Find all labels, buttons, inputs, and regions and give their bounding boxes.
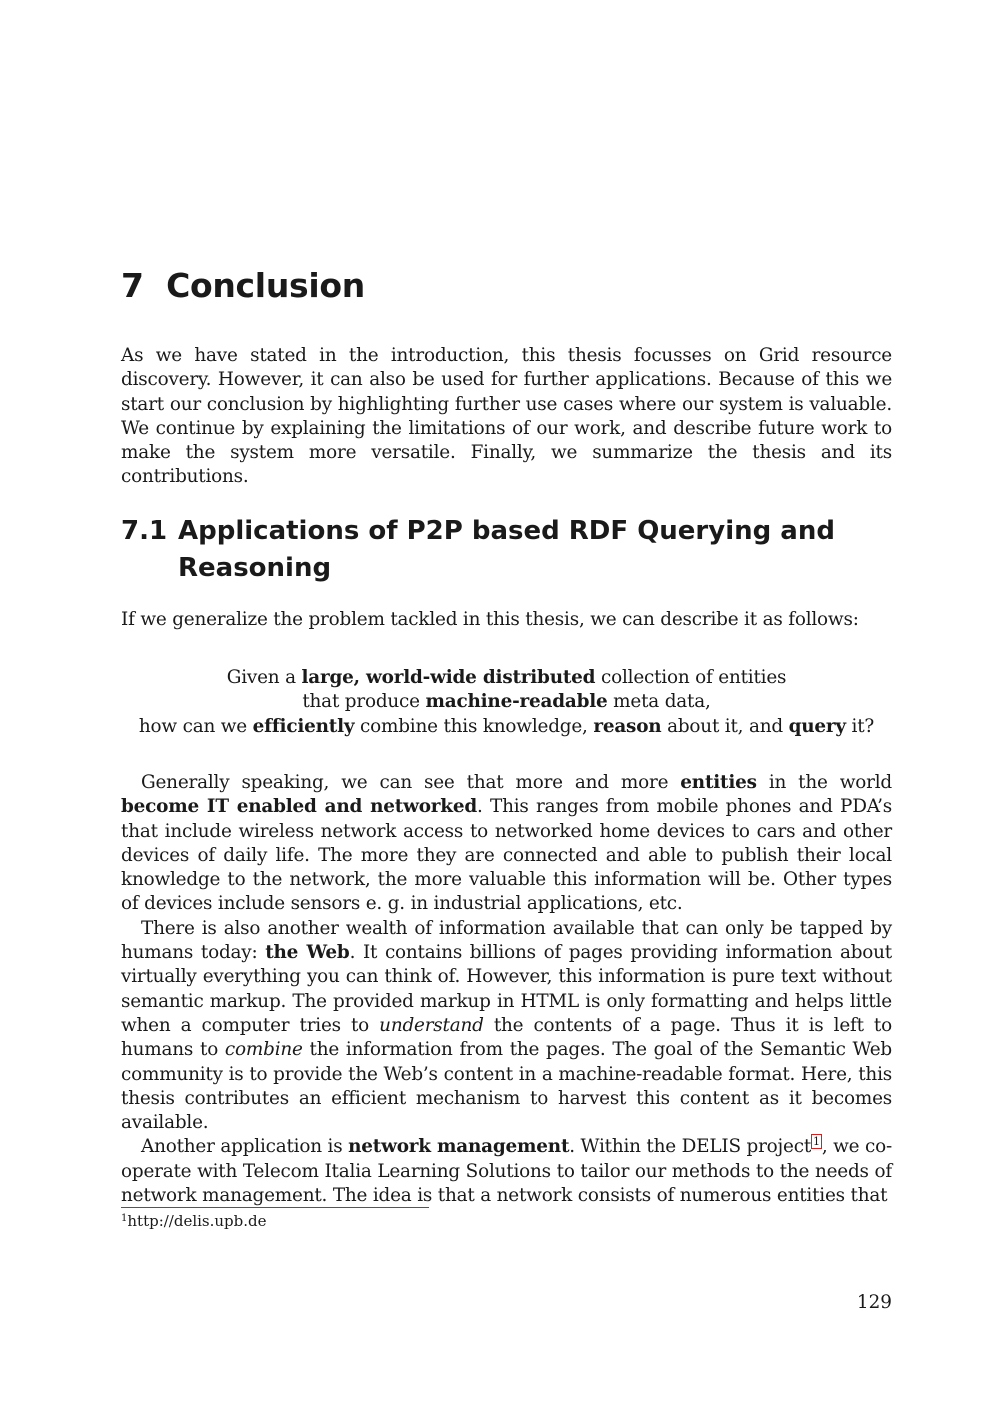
quote-line: Given a large, world-wide distributed collection of entities xyxy=(226,667,787,688)
intro-paragraph: As we have stated in the introduction, this thesis focusses on Grid resource discovery. However, it can also be used for further applications. Because of this we start our conclusion by highlighting further use cases where our system is valuable. We continue by explaining the limitations of our work, and describe future work to make the system more versatile. Finally, we summarize the thesis and its contributions. xyxy=(121,345,892,488)
body-text xyxy=(121,771,892,1208)
paragraph-entities: Generally speaking, we can see that more and more entities in the world become IT enabled and networked. This ranges from mobile phones and PDA’s that include wireless network access to networked home devices to cars and other devices of daily life. The more they are connected and able to publish their local knowledge to the network, the more valuable this information will be. Other types of devices include sensors e. g. in industrial applications, etc. xyxy=(121,772,893,915)
footnote-divider xyxy=(121,1207,429,1208)
quote-line: that produce machine-readable meta data, xyxy=(302,691,711,713)
paragraph-network-management: Another application is network management. Within the DELIS project $^1$ , we co-operate with Telecom Italia Learning Solutions to tailor our methods to the needs of network management. The idea is that a network consists of numerous entities that xyxy=(121,1135,892,1207)
footnote-url: http://delis.upb.de xyxy=(127,1212,267,1230)
paragraph-web: There is also another wealth of information available that can only be tapped by humans today: the Web. It contains billions of pages providing information about virtually everything you can think of. However, this information is pure text without semantic markup. The provided markup in HTML is only formatting and helps little when a computer tries to understand the contents of a page. Thus it is left to humans to combine the information from the pages. The goal of the Semantic Web community is to provide the Web’s content in a machine-readable format. Here, this thesis contributes an efficient mechanism to harvest this content as it becomes available. xyxy=(121,917,893,1134)
chapter-number: 7 xyxy=(121,266,144,305)
page xyxy=(121,0,892,1414)
chapter-title: Conclusion xyxy=(166,266,365,305)
section-title: Applications of P2P based RDF Querying and Reasoning xyxy=(178,516,835,583)
section-number: 7.1 xyxy=(121,516,168,546)
chapter-heading xyxy=(121,266,365,305)
lead-paragraph: If we generalize the problem tackled in this thesis, we can describe it as follows: xyxy=(121,609,859,630)
quote-line: how can we efficiently combine this knowledge, reason about it, and query it? xyxy=(138,715,875,737)
footnote-mark: 1 xyxy=(121,1213,128,1224)
footnote xyxy=(121,1212,267,1230)
problem-statement xyxy=(121,666,892,739)
page-number: 129 xyxy=(856,1292,892,1313)
section-heading xyxy=(121,513,841,587)
footnote-link[interactable]: 1 xyxy=(813,1135,820,1149)
